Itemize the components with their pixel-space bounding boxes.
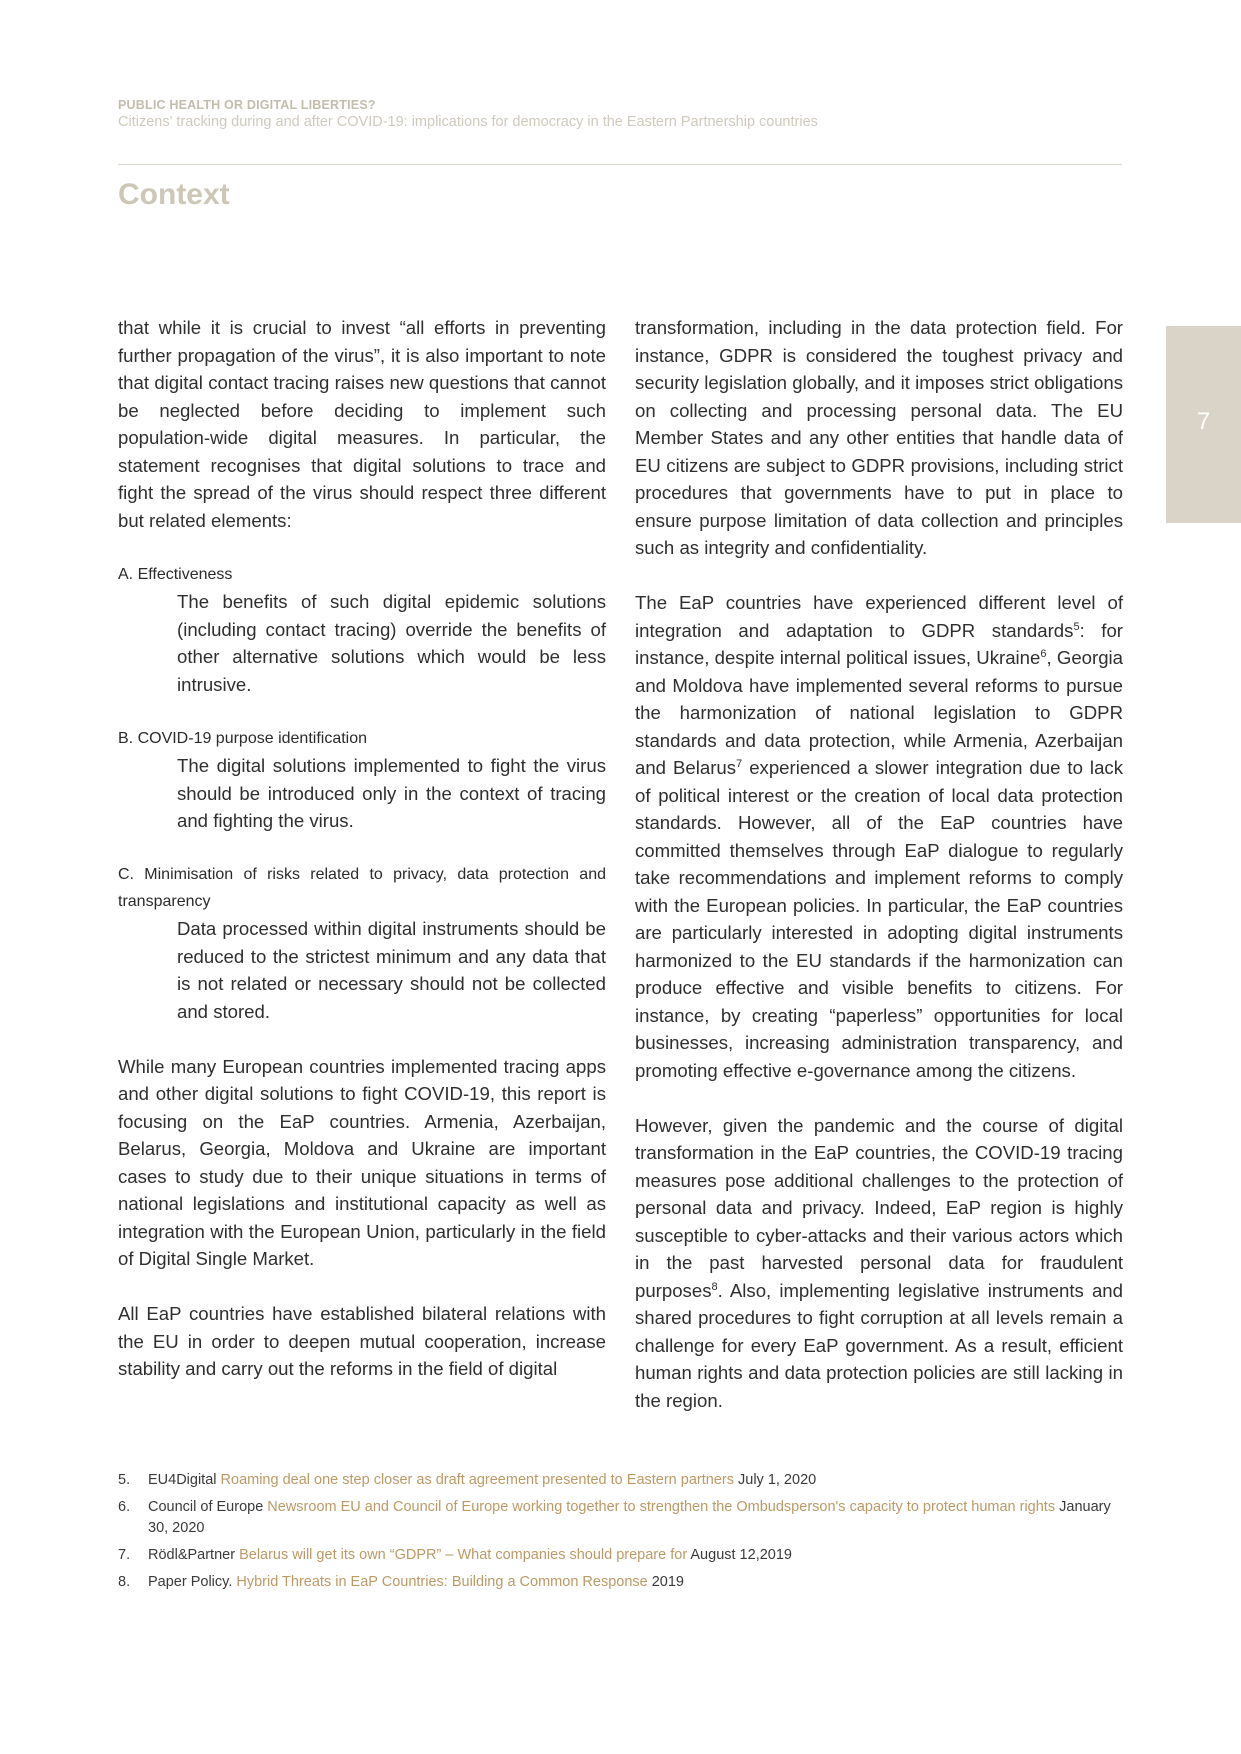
text-run: . Also, implementing legislative instruments and shared procedures to fight corruption at all levels remain a challenge for every EaP government. As a result, efficient human rights and data protection policies are still lacking in the region. [635,1279,1123,1411]
footnote-source: EU4Digital [148,1472,217,1488]
intro-paragraph: that while it is crucial to invest “all efforts in preventing further propagation of the virus”, it is also important to note that digital contact tracing raises new questions that cannot be neglected before deciding to implement such population-wide digital measures. In particular, the statement recognises that digital solutions to trace and fight the spread of the virus should respect three different but related elements: [118,317,606,531]
page-tab [1166,326,1241,523]
header-title: PUBLIC HEALTH OR DIGITAL LIBERTIES? [118,98,376,112]
footnote-date: January 30, 2020 [148,1499,1111,1536]
body-paragraph: transformation, including in the data protection field. For instance, GDPR is considered the toughest privacy and security legislation globally, and it imposes strict obligations on collecting and processing personal data. The EU Member States and any other entities that handle data of EU citizens are subject to GDPR provisions, including strict procedures that governments have to put in place to ensure purpose limitation of data collection and principles such as integrity and confidentiality. [635,317,1123,558]
item-heading: A. Effectiveness [118,565,233,583]
footnote-link[interactable]: Belarus will get its own “GDPR” – What companies should prepare for [239,1547,688,1563]
footnote-number: 6. [118,1499,131,1515]
footnote-number: 8. [118,1574,131,1590]
footnote [118,1470,1128,1491]
footnote-ref[interactable]: 6 [1040,647,1047,660]
text-run: , Georgia and Moldova have implemented several reforms to pursue the harmonization of national legislation to GDPR standards and data protection, while Armenia, Azerbaijan and Belarus [635,647,1124,778]
left-column [118,314,606,1383]
body-paragraph: All EaP countries have established bilateral relations with the EU in order to deepen mutual cooperation, increase stability and carry out the reforms in the field of digital [118,1303,606,1379]
footnote-source: Rödl&Partner [148,1547,236,1563]
footnote-ref[interactable]: 8 [711,1280,718,1293]
footnote-date: 2019 [651,1574,684,1590]
footnote [118,1497,1128,1539]
footnote-source: Council of Europe [148,1499,264,1515]
item-heading: C. Minimisation of risks related to privacy, data protection and transparency [118,866,606,910]
footnotes [118,1470,1128,1599]
footnote-ref[interactable]: 5 [1073,620,1080,633]
item-text: The benefits of such digital epidemic solutions (including contact tracing) override the benefits of other alternative solutions which would be less intrusive. [177,591,606,695]
footnote [118,1572,1128,1593]
body-paragraph [635,589,1123,1084]
header-divider [118,164,1122,165]
footnote-ref[interactable]: 7 [736,757,743,770]
right-column [635,314,1123,1414]
footnote-link[interactable]: Newsroom EU and Council of Europe working together to strengthen the Ombudsperson's capacity to protect human rights [267,1499,1056,1515]
text-run: : for instance, despite internal political issues, Ukraine [635,619,1123,668]
footnote-number: 5. [118,1472,131,1488]
footnote-link[interactable]: Roaming deal one step closer as draft agreement presented to Eastern partners [220,1472,734,1488]
footnote-number: 7. [118,1547,131,1563]
item-text: The digital solutions implemented to fight the virus should be introduced only in the context of tracing and fighting the virus. [177,755,606,831]
footnote [118,1545,1128,1566]
body-paragraph [635,1112,1123,1415]
item-text: Data processed within digital instruments should be reduced to the strictest minimum and any data that is not related or necessary should not be collected and stored. [177,918,606,1022]
footnote-date: August 12,2019 [690,1547,792,1563]
footnote-date: July 1, 2020 [738,1472,817,1488]
page-number: 7 [1196,408,1211,435]
text-run: experienced a slower integration due to lack of political interest or the creation of local data protection standards. However, all of the EaP countries have committed themselves through EaP dialogue to regularly take recommendations and implement reforms to comply with the European policies. In particular, the EaP countries are particularly interested in adopting digital instruments harmonized to the EU standards if the harmonization can produce effective and visible benefits to citizens. For instance, by creating “paperless” opportunities for local businesses, increasing administration transparency, and promoting effective e-governance among the citizens. [635,757,1124,1081]
running-header [118,98,1122,130]
section-title: Context [118,178,230,211]
header-subtitle: Citizens' tracking during and after COVID-19: implications for democracy in the Eastern Partnership countries [118,114,818,130]
item-heading: B. COVID-19 purpose identification [118,729,368,747]
text-run: The EaP countries have experienced different level of integration and adaptation to GDPR standards [635,592,1123,641]
footnote-link[interactable]: Hybrid Threats in EaP Countries: Building a Common Response [236,1574,648,1590]
footnote-source: Paper Policy. [148,1574,233,1590]
text-run: However, given the pandemic and the course of digital transformation in the EaP countries, the COVID-19 tracing measures pose additional challenges to the protection of personal data and privacy. Indeed, EaP region is highly susceptible to cyber-attacks and their various actors which in the past harvested personal data for fraudulent purposes [635,1114,1123,1301]
body-paragraph: While many European countries implemented tracing apps and other digital solutions to fight COVID-19, this report is focusing on the EaP countries. Armenia, Azerbaijan, Belarus, Georgia, Moldova and Ukraine are important cases to study due to their unique situations in terms of national legislations and institutional capacity as well as integration with the European Union, particularly in the field of Digital Single Market. [118,1055,606,1269]
